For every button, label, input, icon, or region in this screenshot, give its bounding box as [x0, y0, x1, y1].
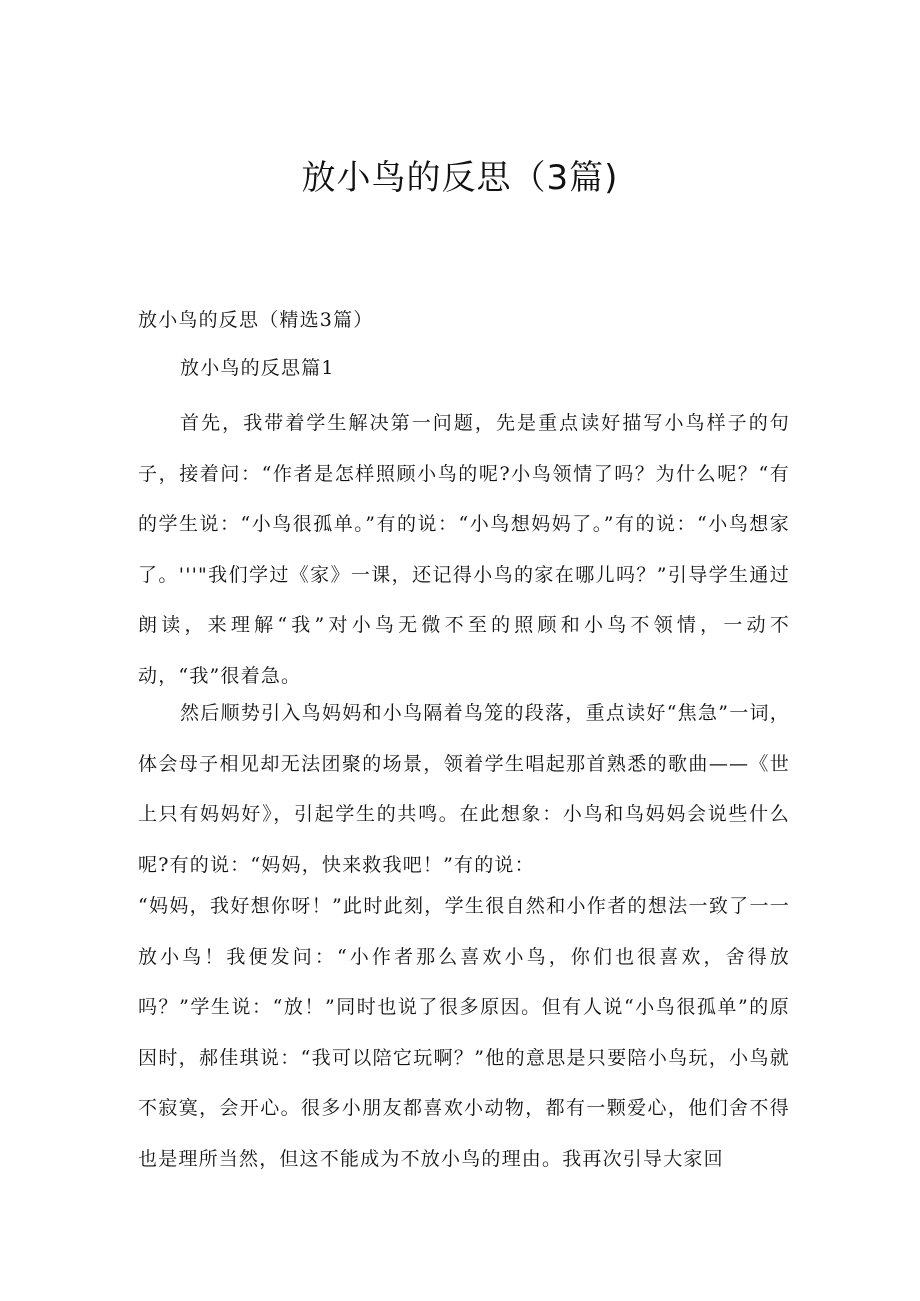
- body-paragraph-1: 首先，我带着学生解决第一问题，先是重点读好描写小鸟样子的句子，接着问：“作者是怎样照顾小鸟的呢?小鸟领情了吗？为什么呢？“有的学生说：“小鸟很孤单。”有的说：“小鸟想妈妈了。”有的说：“小鸟想家了。'''"我们学过《家》一课，还记得小鸟的家在哪儿吗？”引导学生通过朗读，来理解“我”对小鸟无微不至的照顾和小鸟不领情，一动不动，“我”很着急。: [138, 412, 790, 687]
- body-paragraph-2: 然后顺势引入鸟妈妈和小鸟隔着鸟笼的段落，重点读好“焦急”一词，体会母子相见却无法团聚的场景，领着学生唱起那首熟悉的歌曲——《世上只有妈妈好》，引起学生的共鸣。在此想象：小鸟和鸟妈妈会说些什么呢?有的说：“妈妈，快来救我吧！”有的说：: [138, 702, 790, 876]
- document-title: 放小鸟的反思（3篇): [301, 158, 619, 198]
- document-subtitle: 放小鸟的反思（精选3篇）: [138, 309, 374, 331]
- body-paragraph-3: “妈妈，我好想你呀！”此时此刻，学生很自然和小作者的想法一致了一一放小鸟！我便发问：“小作者那么喜欢小鸟，你们也很喜欢，舍得放吗？”学生说：“放！”同时也说了很多原因。但有人说“小鸟很孤单”的原因时，郝佳琪说：“我可以陪它玩啊？”他的意思是只要陪小鸟玩，小鸟就不寂寞，会开心。很多小朋友都喜欢小动物，都有一颗爱心，他们舍不得也是理所当然，但这不能成为不放小鸟的理由。我再次引导大家回: [138, 895, 790, 1170]
- section-heading: 放小鸟的反思篇1: [180, 357, 335, 379]
